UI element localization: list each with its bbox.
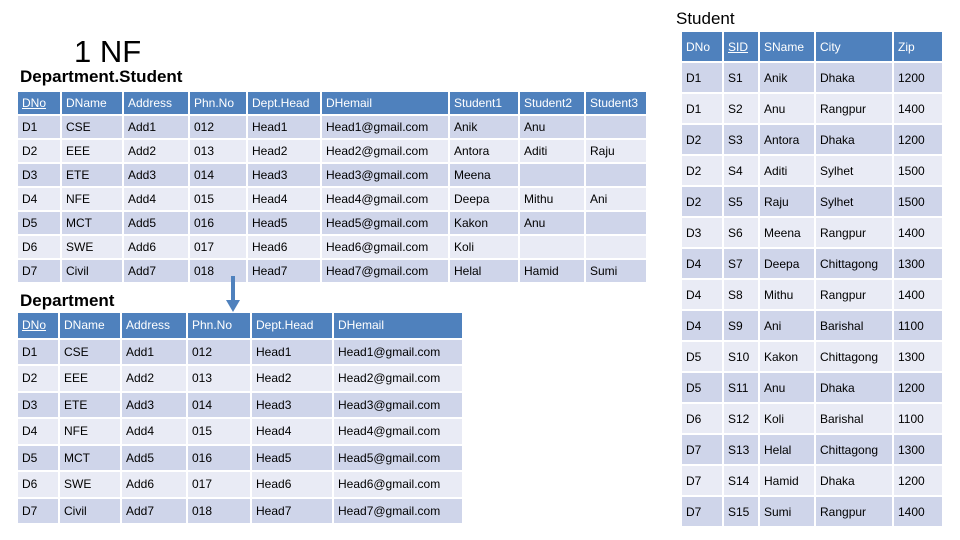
table-cell: Civil [60, 499, 122, 526]
table-cell: Head1@gmail.com [322, 116, 450, 140]
table-cell: 1300 [894, 435, 944, 466]
table-cell: Civil [62, 260, 124, 284]
table-cell: 1400 [894, 280, 944, 311]
table-cell: S2 [724, 94, 760, 125]
table-cell: S5 [724, 187, 760, 218]
table-cell: Head4 [252, 419, 334, 446]
table-cell: Head7@gmail.com [322, 260, 450, 284]
table-cell: 1400 [894, 218, 944, 249]
table-row [18, 340, 464, 367]
table-cell: Head3 [248, 164, 322, 188]
table-cell: Aditi [760, 156, 816, 187]
table-cell: SWE [62, 236, 124, 260]
table-cell: ETE [62, 164, 124, 188]
table-cell: Antora [450, 140, 520, 164]
table-cell: Head5 [252, 446, 334, 473]
table-cell: 1400 [894, 497, 944, 528]
table-cell: NFE [62, 188, 124, 212]
table-cell: Add5 [122, 446, 188, 473]
table-cell: 014 [188, 393, 252, 420]
table-cell: S6 [724, 218, 760, 249]
table-cell [586, 164, 648, 188]
table-cell: 018 [190, 260, 248, 284]
table-cell: Kakon [760, 342, 816, 373]
table-cell [520, 164, 586, 188]
table-cell: Head7 [248, 260, 322, 284]
table-cell: Head1@gmail.com [334, 340, 464, 367]
table-row [18, 116, 648, 140]
table-cell: MCT [60, 446, 122, 473]
table-cell: D7 [682, 466, 724, 497]
table-cell: 015 [190, 188, 248, 212]
table-cell: Add7 [124, 260, 190, 284]
slide-title: 1 NF [74, 34, 142, 69]
table-cell: Hamid [520, 260, 586, 284]
table-cell: Dhaka [816, 63, 894, 94]
table-cell: Dhaka [816, 125, 894, 156]
table-cell: CSE [60, 340, 122, 367]
table-cell: Barishal [816, 311, 894, 342]
table-cell: D1 [18, 116, 62, 140]
table-cell: Kakon [450, 212, 520, 236]
column-header: Phn.No [188, 313, 252, 340]
table-cell: SWE [60, 472, 122, 499]
table-cell: Anu [760, 373, 816, 404]
table-cell: Ani [760, 311, 816, 342]
department-student-table [18, 92, 648, 284]
table-cell: Head3 [252, 393, 334, 420]
table-cell: Head6@gmail.com [322, 236, 450, 260]
table-cell: 017 [190, 236, 248, 260]
table-cell: D4 [18, 188, 62, 212]
table-row [18, 393, 464, 420]
table-cell: S1 [724, 63, 760, 94]
table-row [18, 140, 648, 164]
table-cell: 1500 [894, 187, 944, 218]
table-cell: D2 [682, 125, 724, 156]
table-cell: D1 [682, 63, 724, 94]
table-cell: Meena [450, 164, 520, 188]
table-cell: D4 [18, 419, 60, 446]
table-row [18, 236, 648, 260]
table-cell: Add4 [124, 188, 190, 212]
table-cell: Chittagong [816, 435, 894, 466]
table-cell: Head7 [252, 499, 334, 526]
table-cell: D3 [682, 218, 724, 249]
table-cell: Chittagong [816, 342, 894, 373]
table-cell: Koli [760, 404, 816, 435]
table-cell: Head5 [248, 212, 322, 236]
table-cell: Head4@gmail.com [322, 188, 450, 212]
table-row [18, 164, 648, 188]
table-cell: Head4@gmail.com [334, 419, 464, 446]
table-cell: S12 [724, 404, 760, 435]
table-cell: Head4 [248, 188, 322, 212]
table-cell: Head1 [252, 340, 334, 367]
table-cell: Helal [760, 435, 816, 466]
table-row [18, 499, 464, 526]
table-cell: Mithu [760, 280, 816, 311]
column-header: Student1 [450, 92, 520, 116]
table-cell: D7 [18, 499, 60, 526]
column-header: Dept.Head [248, 92, 322, 116]
table-cell: D4 [682, 311, 724, 342]
table-cell: Anu [760, 94, 816, 125]
table-row [18, 260, 648, 284]
table-cell: S9 [724, 311, 760, 342]
table-cell: Ani [586, 188, 648, 212]
table-cell: 1100 [894, 404, 944, 435]
table-cell: Head2 [252, 366, 334, 393]
table-cell: Add2 [124, 140, 190, 164]
table-cell: S10 [724, 342, 760, 373]
department-table [18, 313, 464, 525]
table-cell: 1300 [894, 342, 944, 373]
table-cell: D2 [682, 156, 724, 187]
table-cell: Add6 [124, 236, 190, 260]
table-cell: 1300 [894, 249, 944, 280]
table-cell: Deepa [760, 249, 816, 280]
table-row [682, 280, 944, 311]
table-cell: Anu [520, 116, 586, 140]
table-row [682, 435, 944, 466]
table-cell: Head6 [252, 472, 334, 499]
table-cell: Sylhet [816, 187, 894, 218]
column-header: City [816, 32, 894, 63]
table-cell: Sumi [760, 497, 816, 528]
table-cell: Hamid [760, 466, 816, 497]
student-table [682, 32, 944, 528]
table-row [682, 125, 944, 156]
table-cell: EEE [62, 140, 124, 164]
table-cell: D3 [18, 164, 62, 188]
table-cell: 012 [190, 116, 248, 140]
table-cell: Mithu [520, 188, 586, 212]
table-cell: Meena [760, 218, 816, 249]
header-row [682, 32, 944, 63]
table-cell: 016 [188, 446, 252, 473]
table-cell: 1400 [894, 94, 944, 125]
table-cell: Add6 [122, 472, 188, 499]
header-row [18, 313, 464, 340]
table-row [682, 404, 944, 435]
table-cell: D2 [682, 187, 724, 218]
table-cell: NFE [60, 419, 122, 446]
table-row [18, 446, 464, 473]
table-cell: Koli [450, 236, 520, 260]
table-row [682, 63, 944, 94]
table-cell: Add2 [122, 366, 188, 393]
table-row [682, 466, 944, 497]
table-cell: Anik [760, 63, 816, 94]
table-cell: Add1 [124, 116, 190, 140]
table-cell: S13 [724, 435, 760, 466]
table-cell: Head3@gmail.com [322, 164, 450, 188]
table-cell: Antora [760, 125, 816, 156]
table-cell: Add3 [122, 393, 188, 420]
table-cell: Head6 [248, 236, 322, 260]
table-cell: S8 [724, 280, 760, 311]
column-header: SName [760, 32, 816, 63]
column-header: Address [124, 92, 190, 116]
table-row [682, 156, 944, 187]
table-cell: 013 [190, 140, 248, 164]
table-cell: Rangpur [816, 218, 894, 249]
table-cell: D5 [18, 212, 62, 236]
table-cell: 014 [190, 164, 248, 188]
student-table-title: Student [676, 9, 735, 28]
table-cell: Raju [586, 140, 648, 164]
table-row [682, 497, 944, 528]
table-cell: S15 [724, 497, 760, 528]
table-cell: 016 [190, 212, 248, 236]
table-cell: 1200 [894, 125, 944, 156]
table-row [682, 373, 944, 404]
table-cell: D4 [682, 280, 724, 311]
table-cell: Helal [450, 260, 520, 284]
table-cell: Head5@gmail.com [334, 446, 464, 473]
table-cell: S7 [724, 249, 760, 280]
table-cell: Deepa [450, 188, 520, 212]
table-cell: D6 [18, 472, 60, 499]
table-cell: 1500 [894, 156, 944, 187]
table-cell: D1 [18, 340, 60, 367]
table-cell: Head6@gmail.com [334, 472, 464, 499]
header-row [18, 92, 648, 116]
table-cell: EEE [60, 366, 122, 393]
table-cell: D5 [682, 342, 724, 373]
table-cell: Anik [450, 116, 520, 140]
table-cell: S11 [724, 373, 760, 404]
table-cell: Head5@gmail.com [322, 212, 450, 236]
table-row [18, 419, 464, 446]
table-cell: Add3 [124, 164, 190, 188]
table-cell: Dhaka [816, 466, 894, 497]
table-cell: D7 [18, 260, 62, 284]
column-header: DName [60, 313, 122, 340]
table-cell: ETE [60, 393, 122, 420]
table-cell: Rangpur [816, 94, 894, 125]
column-header: Address [122, 313, 188, 340]
table-cell: 015 [188, 419, 252, 446]
table-row [18, 212, 648, 236]
table-cell: 1200 [894, 63, 944, 94]
table-cell: D4 [682, 249, 724, 280]
table-cell: D2 [18, 366, 60, 393]
column-header: Zip [894, 32, 944, 63]
table-cell: Head2 [248, 140, 322, 164]
table-cell: S14 [724, 466, 760, 497]
table-cell: D5 [18, 446, 60, 473]
column-header: SID [724, 32, 760, 63]
column-header: DHemail [334, 313, 464, 340]
column-header: Dept.Head [252, 313, 334, 340]
table-cell: Add7 [122, 499, 188, 526]
table-cell: D3 [18, 393, 60, 420]
table-cell: 018 [188, 499, 252, 526]
table-cell: D2 [18, 140, 62, 164]
table-cell: 1200 [894, 373, 944, 404]
down-arrow-icon [226, 276, 240, 312]
table-cell: Rangpur [816, 497, 894, 528]
table-row [18, 366, 464, 393]
column-header: Student2 [520, 92, 586, 116]
table-cell: Head1 [248, 116, 322, 140]
column-header: DHemail [322, 92, 450, 116]
table-cell: 012 [188, 340, 252, 367]
table-cell [586, 212, 648, 236]
column-header: Student3 [586, 92, 648, 116]
table-row [18, 188, 648, 212]
column-header: DNo [682, 32, 724, 63]
table-cell: D7 [682, 497, 724, 528]
table-cell: D1 [682, 94, 724, 125]
department-table-title: Department [20, 291, 115, 310]
column-header: DNo [18, 92, 62, 116]
table-cell: Rangpur [816, 280, 894, 311]
table-row [682, 311, 944, 342]
table-cell: MCT [62, 212, 124, 236]
table-cell: Add1 [122, 340, 188, 367]
table-cell: Raju [760, 187, 816, 218]
table-row [682, 249, 944, 280]
table-cell: 017 [188, 472, 252, 499]
table-cell: Head2@gmail.com [322, 140, 450, 164]
table-cell: Barishal [816, 404, 894, 435]
table-cell [520, 236, 586, 260]
table-cell: Add4 [122, 419, 188, 446]
table-cell: CSE [62, 116, 124, 140]
table-cell: Anu [520, 212, 586, 236]
table-cell: Sumi [586, 260, 648, 284]
table-cell: Aditi [520, 140, 586, 164]
department-student-table-title: Department.Student [20, 67, 183, 86]
table-cell: S3 [724, 125, 760, 156]
table-cell: D6 [18, 236, 62, 260]
table-cell: Chittagong [816, 249, 894, 280]
column-header: Phn.No [190, 92, 248, 116]
table-row [18, 472, 464, 499]
column-header: DName [62, 92, 124, 116]
table-cell: 013 [188, 366, 252, 393]
table-cell: S4 [724, 156, 760, 187]
table-cell: Sylhet [816, 156, 894, 187]
table-cell [586, 236, 648, 260]
column-header: DNo [18, 313, 60, 340]
table-row [682, 342, 944, 373]
table-row [682, 187, 944, 218]
table-cell [586, 116, 648, 140]
table-cell: Dhaka [816, 373, 894, 404]
table-cell: D7 [682, 435, 724, 466]
table-cell: Head2@gmail.com [334, 366, 464, 393]
table-cell: Head3@gmail.com [334, 393, 464, 420]
table-cell: Add5 [124, 212, 190, 236]
table-cell: Head7@gmail.com [334, 499, 464, 526]
table-row [682, 218, 944, 249]
table-cell: 1100 [894, 311, 944, 342]
table-cell: D6 [682, 404, 724, 435]
table-cell: D5 [682, 373, 724, 404]
table-cell: 1200 [894, 466, 944, 497]
table-row [682, 94, 944, 125]
